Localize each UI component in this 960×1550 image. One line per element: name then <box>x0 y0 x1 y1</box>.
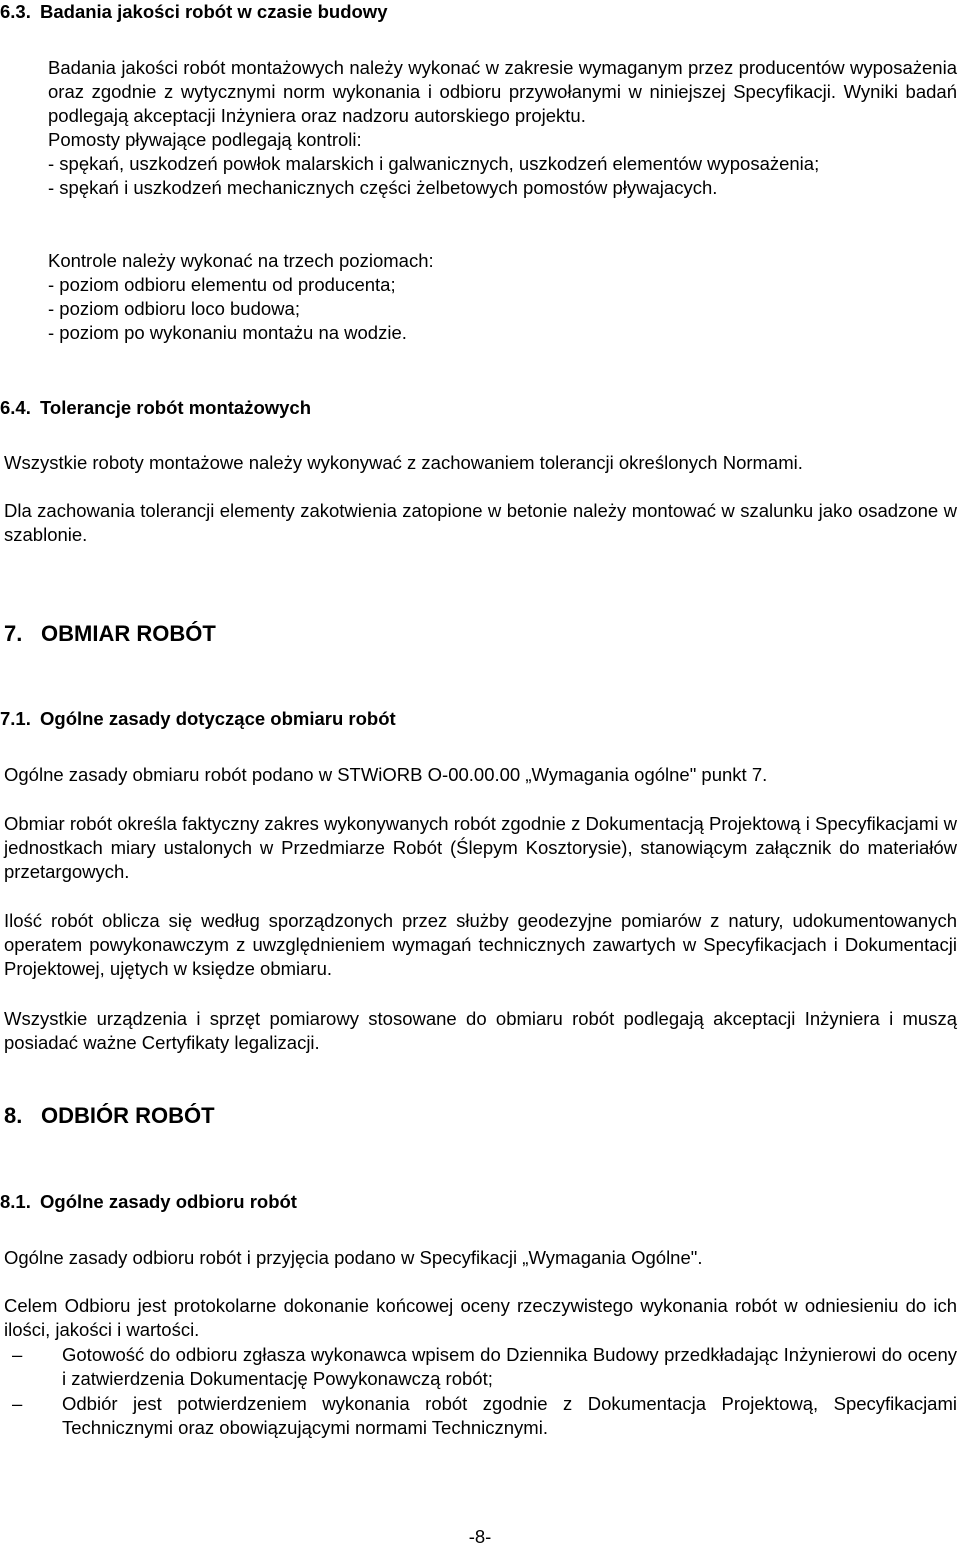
paragraph: Ogólne zasady odbioru robót i przyjęcia podano w Specyfikacji „Wymagania Ogólne". <box>4 1247 703 1268</box>
page-number: -8- <box>468 1526 492 1547</box>
dash-bullet: – <box>12 1344 23 1365</box>
list-item: - poziom odbioru elementu od producenta; <box>48 274 396 295</box>
heading-number: 6.4. <box>0 397 31 418</box>
heading-title: Badania jakości robót w czasie budowy <box>40 1 388 22</box>
heading-title: OBMIAR ROBÓT <box>41 621 216 646</box>
heading-number: 7.1. <box>0 708 31 729</box>
heading-number: 7. <box>4 621 23 646</box>
dash-bullet: – <box>12 1393 23 1414</box>
list-item: - poziom odbioru loco budowa; <box>48 298 300 319</box>
paragraph: Dla zachowania tolerancji elementy zakotwienia zatopione w betonie należy montować w szalunku jako osadzone w szablonie. <box>4 500 957 545</box>
heading-8-1 <box>0 1190 297 1214</box>
paragraph: Wszystkie urządzenia i sprzęt pomiarowy stosowane do obmiaru robót podlegają akceptacji Inżyniera i muszą posiadać ważne Certyfikaty legalizacji. <box>4 1008 957 1053</box>
heading-6-3 <box>0 0 387 24</box>
heading-7-1 <box>0 707 396 731</box>
heading-number: 8. <box>4 1103 23 1128</box>
heading-number: 8.1. <box>0 1191 31 1212</box>
heading-7 <box>4 622 216 646</box>
heading-8 <box>4 1104 215 1128</box>
heading-title: ODBIÓR ROBÓT <box>41 1103 215 1128</box>
paragraph: Celem Odbioru jest protokolarne dokonanie końcowej oceny rzeczywistego wykonania robót w odniesieniu do ich ilości, jakości i wartości. <box>4 1295 957 1340</box>
heading-title: Ogólne zasady odbioru robót <box>40 1191 297 1212</box>
list-item: - spękań i uszkodzeń mechanicznych części żelbetowych pomostów pływajacych. <box>48 177 718 198</box>
list-item: - poziom po wykonaniu montażu na wodzie. <box>48 322 407 343</box>
paragraph: Obmiar robót określa faktyczny zakres wykonywanych robót zgodnie z Dokumentacją Projektową i Specyfikacjami w jednostkach miary ustalonych w Przedmiarze Robót (Ślepym Kosztorysie), stanowiącym załącznik do materiałów przetargowych. <box>4 813 957 882</box>
heading-6-4 <box>0 396 311 420</box>
paragraph-inspection <box>48 128 957 200</box>
heading-number: 6.3. <box>0 1 31 22</box>
list-item-text: Odbiór jest potwierdzeniem wykonania robót zgodnie z Dokumentacja Projektową, Specyfikacjami Technicznymi oraz obowiązującymi normami Technicznymi. <box>62 1393 957 1438</box>
paragraph: Ilość robót oblicza się według sporządzonych przez służby geodezyjne pomiarów z natury, udokumentowanych operatem powykonawczym z uwzględnieniem wymagań technicznych zawartych w Specyfikacjach i Dokumentacji Projektowej, ujętych w księdze obmiaru. <box>4 910 957 979</box>
paragraph: Wszystkie roboty montażowe należy wykonywać z zachowaniem tolerancji określonych Normami. <box>4 452 803 473</box>
heading-title: Ogólne zasady dotyczące obmiaru robót <box>40 708 396 729</box>
list-item-text: Gotowość do odbioru zgłasza wykonawca wpisem do Dziennika Budowy przedkładając Inżynierowi do oceny i zatwierdzenia Dokumentację Powykonawczą robót; <box>62 1344 957 1389</box>
paragraph-control-levels <box>48 249 957 345</box>
paragraph: Badania jakości robót montażowych należy wykonać w zakresie wymaganym przez producentów wyposażenia oraz zgodnie z wytycznymi norm wykonania i odbioru przywołanymi w niniejszej Specyfikacji. Wyniki badań podlegają akceptacji Inżyniera oraz nadzoru autorskiego projektu. <box>48 57 957 126</box>
list-item: - spękań, uszkodzeń powłok malarskich i galwanicznych, uszkodzeń elementów wyposażenia; <box>48 153 820 174</box>
heading-title: Tolerancje robót montażowych <box>40 397 312 418</box>
paragraph: Ogólne zasady obmiaru robót podano w STWiORB O-00.00.00 „Wymagania ogólne" punkt 7. <box>4 764 768 785</box>
paragraph-intro: Pomosty pływające podlegają kontroli: <box>48 129 362 150</box>
paragraph-intro: Kontrole należy wykonać na trzech poziomach: <box>48 250 434 271</box>
